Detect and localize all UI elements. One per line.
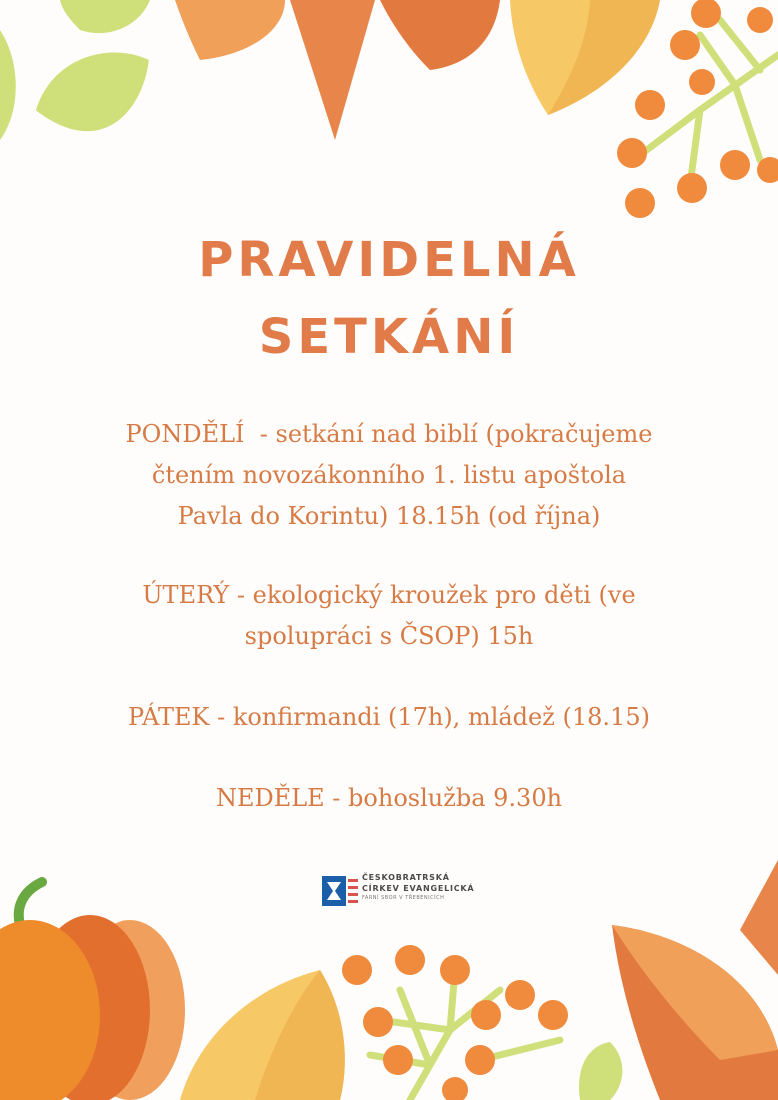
yellow-leaf-icon (180, 970, 345, 1100)
chalice-cross-logo-icon (322, 876, 358, 906)
schedule-friday (60, 697, 718, 738)
church-logo (322, 871, 492, 911)
logo-line3: FARNÍ SBOR V TŘEBENICÍCH (362, 895, 445, 901)
logo-text (362, 872, 474, 903)
schedule-text-line: NEDĚLE - bohoslužba 9.30h (215, 784, 563, 812)
schedule-sunday (60, 778, 718, 819)
green-leaf-icon (0, 0, 159, 140)
schedule-text-line: ÚTERÝ - ekologický kroužek pro děti (ve (142, 581, 636, 609)
schedule-text-line: Pavla do Korintu) 18.15h (od října) (177, 502, 601, 530)
page-title-line1: PRAVIDELNÁ (198, 232, 580, 288)
schedule-tuesday (60, 575, 718, 657)
page-title-line2: SETKÁNÍ (258, 309, 520, 365)
logo-line1: ČESKOBRATRSKÁ (362, 873, 450, 882)
schedule-text-line: PONDĚLÍ - setkání nad biblí (pokračujeme (125, 420, 653, 448)
berry-branch-icon (342, 945, 568, 1100)
schedule-text-line: spolupráci s ČSOP) 15h (244, 622, 534, 650)
orange-leaf-icon (175, 0, 500, 140)
pumpkin-icon (0, 882, 185, 1100)
schedule-text-line: PÁTEK - konfirmandi (17h), mládež (18.15) (128, 703, 650, 731)
logo-line2: CÍRKEV EVANGELICKÁ (362, 884, 475, 893)
schedule-text-line: čtením novozákonního 1. listu apoštola (151, 461, 627, 489)
leaf-icon (579, 860, 778, 1100)
schedule-monday (60, 414, 718, 537)
